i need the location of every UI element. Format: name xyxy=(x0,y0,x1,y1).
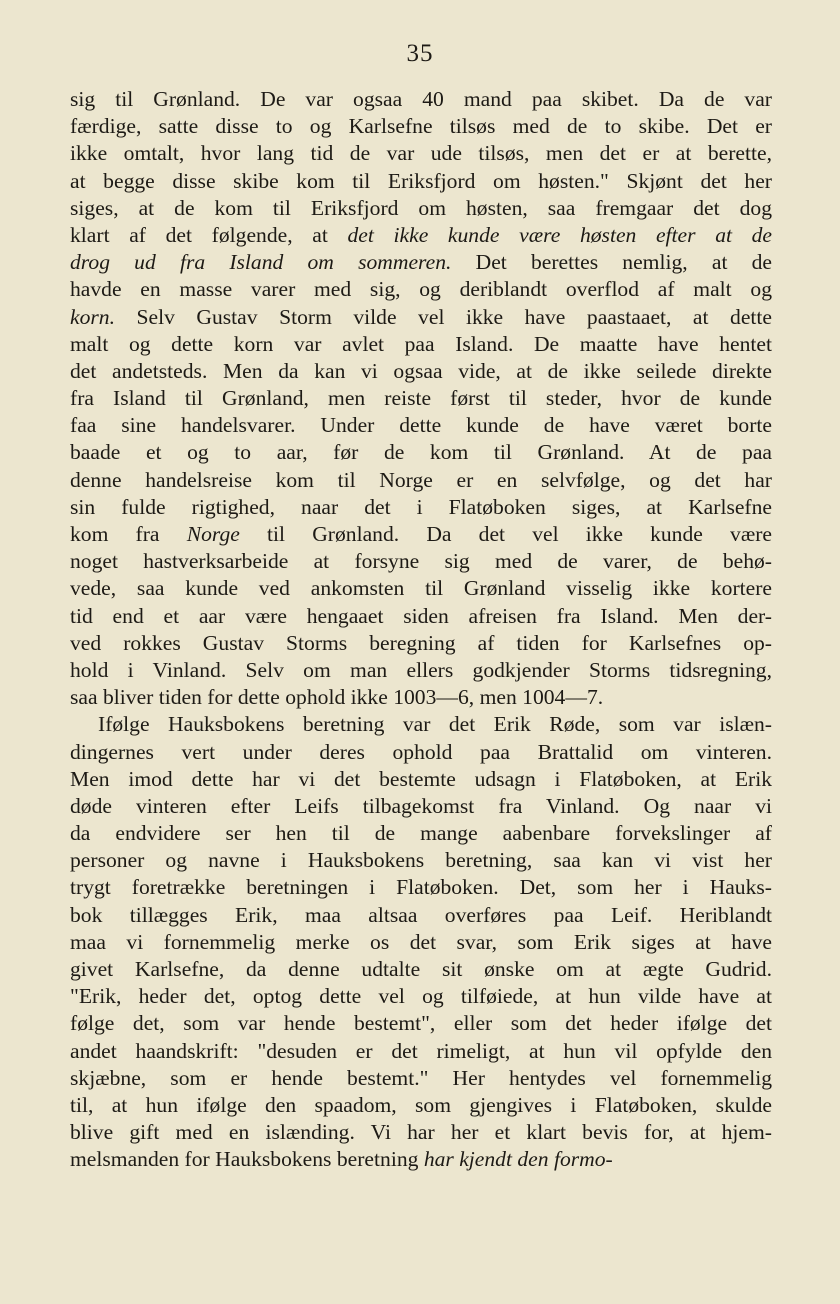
text-line xyxy=(70,1065,772,1092)
text-line xyxy=(70,1010,772,1037)
text-run: Ifølge Hauksbokens beretning var det Erik Røde, som var islæn- xyxy=(98,712,772,737)
text-run: ikke omtalt, hvor lang tid de var ude tilsøs, men det er at berette, xyxy=(70,141,772,166)
italic-phrase: korn. xyxy=(70,304,115,329)
text-run: melsmanden for Hauksbokens beretning xyxy=(70,1147,424,1172)
text-line xyxy=(70,358,772,385)
text-line xyxy=(70,1038,772,1065)
italic-phrase: har kjendt den formo- xyxy=(423,1147,613,1172)
text-run: "Erik, heder det, optog dette vel og tilføiede, at hun vilde have at xyxy=(70,984,772,1009)
text-run: fra Island til Grønland, men reiste først til steder, hvor de kunde xyxy=(70,386,772,411)
text-line xyxy=(70,766,772,793)
text-line xyxy=(70,902,772,929)
text-run: til, at hun ifølge den spaadom, som gjengives i Flatøboken, skulde xyxy=(70,1092,772,1117)
text-run: andet haandskrift: "desuden er det rimeligt, at hun vil opfylde den xyxy=(70,1038,772,1063)
text-run: skjæbne, som er hende bestemt." Her hentydes vel fornemmelig xyxy=(70,1065,772,1090)
text-run: bok tillægges Erik, maa altsaa overføres paa Leif. Heriblandt xyxy=(70,902,772,927)
text-line xyxy=(70,956,772,983)
text-run: saa bliver tiden for dette ophold ikke 1003—6, men 1004—7. xyxy=(70,685,604,710)
text-line xyxy=(70,521,772,548)
text-run: sig til Grønland. De var ogsaa 40 mand paa skibet. Da de var xyxy=(70,87,772,111)
text-line xyxy=(70,684,772,711)
text-line xyxy=(70,412,772,439)
text-run: blive gift med en islænding. Vi har her et klart bevis for, at hjem- xyxy=(70,1120,772,1145)
text-line xyxy=(70,793,772,820)
text-line xyxy=(70,385,772,412)
text-run: malt og dette korn var avlet paa Island. De maatte have hentet xyxy=(70,331,772,356)
text-line xyxy=(70,276,772,303)
text-run: at begge disse skibe kom til Eriksfjord om høsten." Skjønt det her xyxy=(70,168,772,193)
italic-phrase: det ikke kunde være høsten efter at de xyxy=(347,222,772,247)
text-line xyxy=(70,439,772,466)
text-line xyxy=(70,1146,772,1173)
page-number: 35 xyxy=(406,40,434,67)
text-run: til Grønland. Da det vel ikke kunde være xyxy=(239,522,772,546)
text-line xyxy=(70,657,772,684)
text-run: hold i Vinland. Selv om man ellers godkjender Storms tidsregning, xyxy=(70,657,772,682)
text-run: siges, at de kom til Eriksfjord om høsten, saa fremgaar det dog xyxy=(70,195,772,220)
text-run: havde en masse varer med sig, og deriblandt overflod af malt og xyxy=(70,277,772,302)
text-run: trygt foretrække beretningen i Flatøboken. Det, som her i Hauks- xyxy=(70,875,772,900)
text-line xyxy=(70,1092,772,1119)
text-line xyxy=(70,467,772,494)
text-run: vede, saa kunde ved ankomsten til Grønland visselig ikke kortere xyxy=(70,576,772,601)
italic-phrase: drog ud fra Island om sommeren. xyxy=(70,250,452,275)
text-line xyxy=(70,86,772,113)
text-line xyxy=(70,113,772,140)
text-line xyxy=(70,929,772,956)
text-line xyxy=(70,494,772,521)
italic-phrase: Norge xyxy=(186,522,240,546)
body-text xyxy=(70,86,772,1174)
text-run: Det berettes nemlig, at de xyxy=(451,250,772,275)
text-run: kom fra xyxy=(70,522,187,546)
text-run: faa sine handelsvarer. Under dette kunde de have været borte xyxy=(70,413,772,438)
text-line xyxy=(70,630,772,657)
text-line xyxy=(70,820,772,847)
text-run: det andetsteds. Men da kan vi ogsaa vide, at de ikke seilede direkte xyxy=(70,358,772,383)
text-line xyxy=(70,331,772,358)
text-line xyxy=(70,222,772,249)
text-run: følge det, som var hende bestemt", eller som det heder ifølge det xyxy=(70,1011,772,1036)
text-line xyxy=(70,711,772,738)
text-line xyxy=(70,195,772,222)
text-run: færdige, satte disse to og Karlsefne tilsøs med de to skibe. Det er xyxy=(70,114,772,139)
text-run: personer og navne i Hauksbokens beretning, saa kan vi vist her xyxy=(70,848,772,873)
text-line xyxy=(70,249,772,276)
text-line xyxy=(70,983,772,1010)
text-run: ved rokkes Gustav Storms beregning af tiden for Karlsefnes op- xyxy=(70,630,772,655)
text-run: denne handelsreise kom til Norge er en selvfølge, og det har xyxy=(70,467,772,492)
text-run: tid end et aar være hengaaet siden afreisen fra Island. Men der- xyxy=(70,603,772,628)
text-run: da endvidere ser hen til de mange aabenbare forvekslinger af xyxy=(70,821,772,846)
text-run: sin fulde rigtighed, naar det i Flatøboken siges, at Karlsefne xyxy=(70,494,772,519)
text-line xyxy=(70,874,772,901)
text-run: Selv Gustav Storm vilde vel ikke have paastaaet, at dette xyxy=(114,304,772,329)
text-run: givet Karlsefne, da denne udtalte sit ønske om at ægte Gudrid. xyxy=(70,957,772,981)
text-line xyxy=(70,168,772,195)
text-line xyxy=(70,847,772,874)
text-run: maa vi fornemmelig merke os det svar, som Erik siges at have xyxy=(70,929,772,954)
text-run: noget hastverksarbeide at forsyne sig med de varer, de behø- xyxy=(70,549,772,574)
text-line xyxy=(70,548,772,575)
text-run: klart af det følgende, at xyxy=(70,222,348,247)
text-line xyxy=(70,304,772,331)
text-run: baade et og to aar, før de kom til Grønland. At de paa xyxy=(70,440,772,465)
text-line xyxy=(70,575,772,602)
text-line xyxy=(70,739,772,766)
text-line xyxy=(70,140,772,167)
text-line xyxy=(70,1119,772,1146)
text-run: døde vinteren efter Leifs tilbagekomst fra Vinland. Og naar vi xyxy=(70,793,772,818)
text-line xyxy=(70,603,772,630)
text-run: Men imod dette har vi det bestemte udsagn i Flatøboken, at Erik xyxy=(70,766,772,791)
text-run: dingernes vert under deres ophold paa Brattalid om vinteren. xyxy=(70,739,772,764)
